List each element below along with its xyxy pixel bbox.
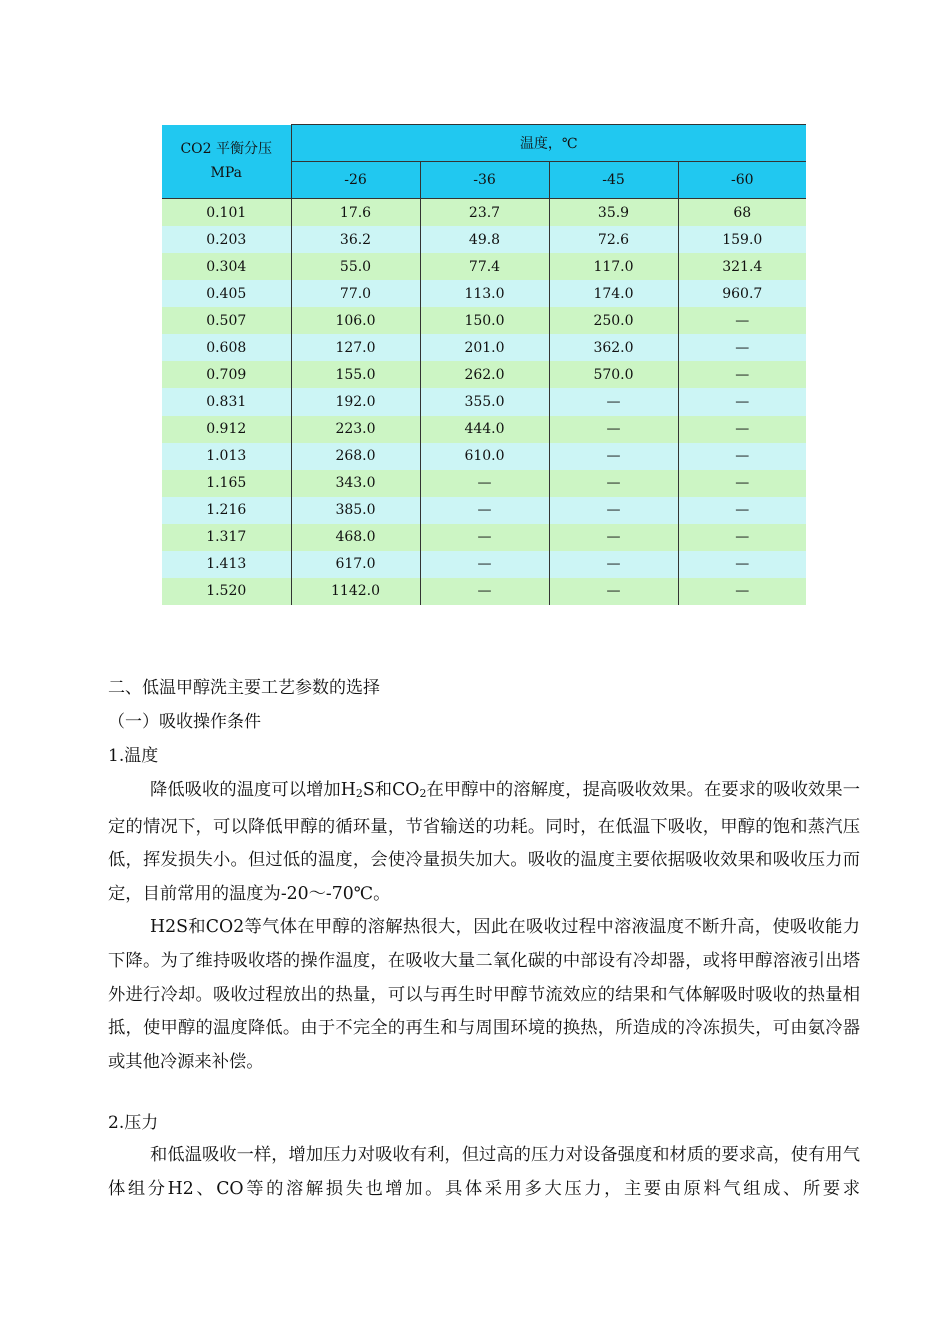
solubility-cell: 268.0: [291, 443, 420, 470]
table-row: [162, 253, 806, 280]
paragraph-dissolution-heat: H2S和CO2等气体在甲醇的溶解热很大，因此在吸收过程中溶液温度不断升高，使吸收能力下降。为了维持吸收塔的操作温度，在吸收大量二氧化碳的中部设有冷却器，或将甲醇溶液引出塔外进行冷却。吸收过程放出的热量，可以与再生时甲醇节流效应的结果和气体解吸时吸收的热量相抵，使甲醇的温度降低。由于不完全的再生和与周围环境的换热，所造成的冷冻损失，可由氨冷器或其他冷源来补偿。: [108, 917, 860, 1072]
solubility-cell: 106.0: [291, 307, 420, 334]
temp-header-cell: -36: [420, 162, 549, 199]
solubility-cell: —: [420, 524, 549, 551]
p1-part-c: 在甲醇中的溶解度，提高吸收效果。在要求的吸收效果一定的情况下，可以降低甲醇的循环量，节省输送的功耗。同时，在低温下吸收，甲醇的饱和蒸汽压低，挥发损失小。但过低的温度，会使冷量损失加大。吸收的温度主要依据吸收效果和吸收压力而定，目前常用的温度为-20～-70℃。: [108, 780, 860, 904]
pressure-cell: 1.413: [162, 551, 291, 578]
solubility-cell: —: [678, 524, 806, 551]
item2-title: 2.压力: [108, 1113, 159, 1133]
pressure-cell: 0.203: [162, 226, 291, 253]
subsection-title: （一）吸收操作条件: [108, 712, 261, 732]
solubility-cell: 468.0: [291, 524, 420, 551]
solubility-cell: 68: [678, 199, 806, 227]
table-row: [162, 443, 806, 470]
solubility-cell: —: [678, 388, 806, 415]
solubility-cell: 17.6: [291, 199, 420, 227]
paragraph-pressure: 和低温吸收一样，增加压力对吸收有利，但过高的压力对设备强度和材质的要求高，使有用气体组分H2、CO等的溶解损失也增加。具体采用多大压力，主要由原料气组成、所要求: [108, 1145, 860, 1199]
solubility-cell: 192.0: [291, 388, 420, 415]
solubility-cell: 23.7: [420, 199, 549, 227]
solubility-cell: —: [678, 416, 806, 443]
p1-part-b: S和CO: [362, 780, 420, 800]
solubility-cell: 570.0: [549, 361, 678, 388]
solubility-cell: —: [549, 470, 678, 497]
solubility-cell: —: [678, 361, 806, 388]
table-row: [162, 280, 806, 307]
table-body: [162, 199, 806, 605]
table-row: [162, 578, 806, 605]
item1-title: 1.温度: [108, 746, 159, 766]
subsection-heading: [108, 709, 860, 735]
section-heading: [108, 675, 860, 701]
solubility-cell: —: [420, 470, 549, 497]
solubility-cell: —: [549, 578, 678, 605]
solubility-cell: 201.0: [420, 334, 549, 361]
solubility-cell: 343.0: [291, 470, 420, 497]
table-row: [162, 416, 806, 443]
pressure-cell: 1.216: [162, 497, 291, 524]
table-row: [162, 307, 806, 334]
solubility-cell: —: [549, 524, 678, 551]
solubility-cell: 159.0: [678, 226, 806, 253]
table-row: [162, 551, 806, 578]
temp-header-cell: -45: [549, 162, 678, 199]
solubility-cell: 77.0: [291, 280, 420, 307]
item2-heading: [108, 1110, 860, 1136]
pressure-cell: 0.831: [162, 388, 291, 415]
item1-heading: [108, 743, 860, 769]
p1-subscript-2: 2: [419, 787, 427, 800]
pressure-column-header: [162, 125, 291, 199]
solubility-cell: 1142.0: [291, 578, 420, 605]
solubility-cell: 223.0: [291, 416, 420, 443]
solubility-cell: —: [549, 497, 678, 524]
solubility-cell: 262.0: [420, 361, 549, 388]
p1-subscript-1: 2: [355, 787, 363, 800]
paragraph-temperature: [108, 774, 860, 911]
table-row: [162, 361, 806, 388]
solubility-cell: —: [420, 551, 549, 578]
table-row: [162, 334, 806, 361]
solubility-cell: 444.0: [420, 416, 549, 443]
pressure-cell: 0.304: [162, 253, 291, 280]
table-row: [162, 497, 806, 524]
table-row: [162, 524, 806, 551]
temperature-header: 温度，℃: [291, 125, 806, 162]
solubility-cell: 55.0: [291, 253, 420, 280]
solubility-cell: 250.0: [549, 307, 678, 334]
table-row: [162, 199, 806, 227]
solubility-cell: —: [678, 470, 806, 497]
pressure-cell: 0.101: [162, 199, 291, 227]
solubility-cell: 72.6: [549, 226, 678, 253]
solubility-cell: 117.0: [549, 253, 678, 280]
solubility-cell: 174.0: [549, 280, 678, 307]
solubility-cell: —: [678, 497, 806, 524]
pressure-cell: 0.405: [162, 280, 291, 307]
solubility-cell: 355.0: [420, 388, 549, 415]
solubility-table: [162, 124, 806, 605]
pressure-header-line2: MPa: [210, 165, 242, 182]
solubility-cell: —: [678, 307, 806, 334]
solubility-cell: 155.0: [291, 361, 420, 388]
pressure-cell: 0.709: [162, 361, 291, 388]
solubility-cell: —: [549, 388, 678, 415]
pressure-body: [108, 1139, 860, 1206]
pressure-cell: 1.317: [162, 524, 291, 551]
temp-header-cell: -60: [678, 162, 806, 199]
solubility-cell: 610.0: [420, 443, 549, 470]
table-row: [162, 226, 806, 253]
solubility-cell: —: [678, 578, 806, 605]
temperature-body: [108, 774, 860, 1079]
pressure-header-line1: CO2 平衡分压: [180, 141, 273, 158]
solubility-cell: 77.4: [420, 253, 549, 280]
solubility-cell: 113.0: [420, 280, 549, 307]
section-title: 二、低温甲醇洗主要工艺参数的选择: [108, 678, 380, 698]
solubility-cell: 49.8: [420, 226, 549, 253]
table-row: [162, 388, 806, 415]
pressure-cell: 0.912: [162, 416, 291, 443]
p1-part-a: 降低吸收的温度可以增加H: [150, 780, 356, 800]
pressure-cell: 1.165: [162, 470, 291, 497]
temp-header-cell: -26: [291, 162, 420, 199]
solubility-cell: —: [678, 334, 806, 361]
solubility-cell: 321.4: [678, 253, 806, 280]
solubility-cell: —: [420, 497, 549, 524]
solubility-cell: 127.0: [291, 334, 420, 361]
pressure-cell: 0.507: [162, 307, 291, 334]
solubility-cell: —: [420, 578, 549, 605]
pressure-cell: 1.013: [162, 443, 291, 470]
solubility-cell: —: [678, 443, 806, 470]
solubility-cell: 150.0: [420, 307, 549, 334]
solubility-cell: 617.0: [291, 551, 420, 578]
solubility-cell: —: [549, 416, 678, 443]
solubility-cell: 362.0: [549, 334, 678, 361]
pressure-cell: 0.608: [162, 334, 291, 361]
solubility-cell: —: [549, 443, 678, 470]
solubility-cell: 385.0: [291, 497, 420, 524]
table-row: [162, 470, 806, 497]
solubility-cell: 960.7: [678, 280, 806, 307]
solubility-cell: 36.2: [291, 226, 420, 253]
solubility-cell: —: [549, 551, 678, 578]
solubility-cell: 35.9: [549, 199, 678, 227]
pressure-cell: 1.520: [162, 578, 291, 605]
solubility-cell: —: [678, 551, 806, 578]
